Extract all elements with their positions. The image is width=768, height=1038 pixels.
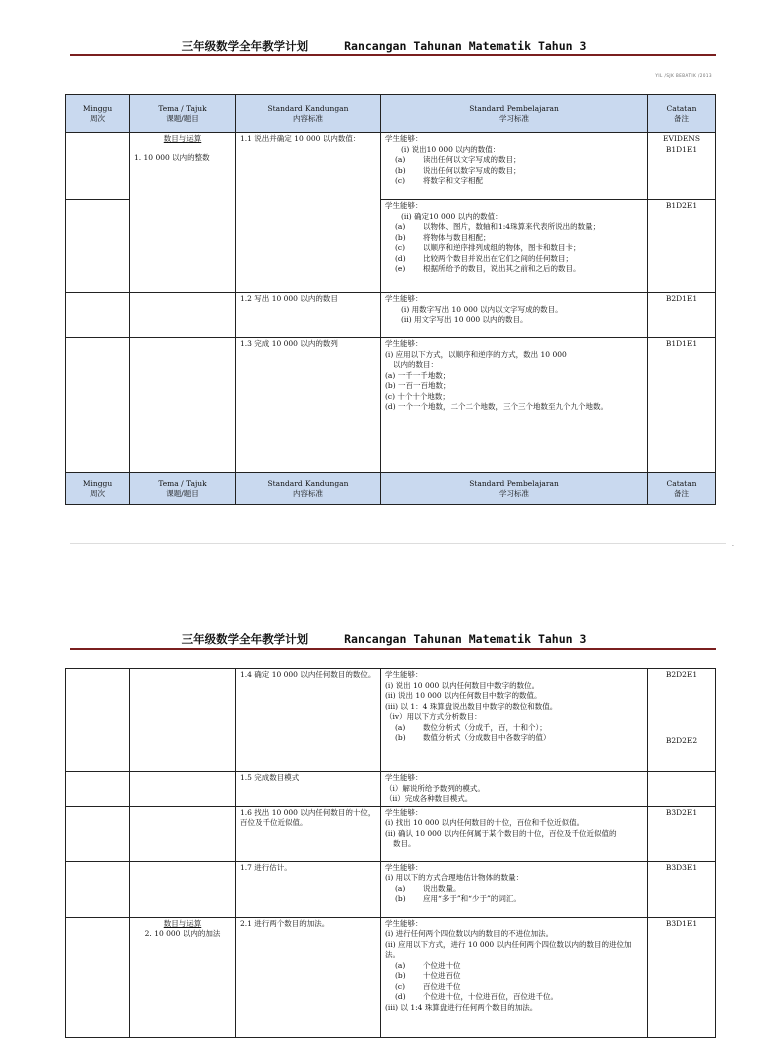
- notes-cell: B2D1E1: [648, 293, 716, 338]
- notes-cell: B3D2E1: [648, 806, 716, 861]
- sub-item: (b) 将物体与数目相配；: [395, 232, 491, 242]
- notes-cell: [648, 669, 716, 772]
- title-rule: [70, 648, 716, 650]
- week-cell: [66, 200, 130, 293]
- page-title: [0, 631, 768, 647]
- item-text: (ii) 用文字写出 10 000 以内的数目。: [401, 315, 528, 324]
- table-row: [66, 338, 716, 473]
- header-theme: Tema / Tajuk 课题/题目: [130, 95, 236, 133]
- table-row: [66, 772, 716, 807]
- learning-standard-cell: [381, 338, 648, 473]
- page-title: [0, 38, 768, 54]
- learning-standard-cell: [381, 133, 648, 200]
- sub-item: (a) 读出任何以文字写成的数目；: [395, 155, 521, 164]
- learning-standard-cell: [381, 772, 648, 807]
- intro-text: 学生能够：: [385, 201, 423, 210]
- intro-text: 学生能够：: [385, 134, 423, 143]
- sub-item: (a) 以物体、图片，数轴和1:4珠算来代表所说出的数量；: [395, 222, 601, 231]
- theme-cell: [130, 669, 236, 772]
- page-dot: ·: [732, 543, 734, 550]
- learning-standard-cell: [381, 669, 648, 772]
- item-text: (iii) 以 1:4 珠算盘进行任何两个数目的加法。: [385, 1002, 538, 1012]
- sub-item: (a) 数位分析式（分成千，百，十和个）；: [395, 722, 547, 732]
- item-text: (i) 应用以下方式，以顺序和逆序的方式，数出 10 000: [385, 349, 567, 359]
- week-cell: [66, 861, 130, 917]
- item-text: (i) 用数字写出 10 000 以内以文字写成的数目。: [401, 304, 563, 314]
- sub-item: (e) 根据所给予的数目，说出其之前和之后的数目。: [395, 264, 581, 273]
- document-code: YIL /SJK BEBATIK /2013: [655, 73, 712, 78]
- table-row: [66, 917, 716, 1037]
- content-standard-cell: 1.3 完成 10 000 以内的数列: [236, 338, 381, 473]
- notes-cell: [648, 772, 716, 807]
- content-standard-cell: 1.2 写出 10 000 以内的数目: [236, 293, 381, 338]
- table-row: [66, 806, 716, 861]
- content-standard-cell: 1.7 进行估计。: [236, 861, 381, 917]
- table-row: [66, 669, 716, 772]
- sub-item: (b) 一百一百地数；: [385, 381, 451, 390]
- header-learning-standard: Standard Pembelajaran 学习标准: [381, 473, 648, 505]
- notes-cell: B3D3E1: [648, 861, 716, 917]
- sub-item: (b) 十位进百位: [395, 971, 461, 980]
- note-code: EVIDENS: [662, 134, 701, 143]
- intro-text: 学生能够：: [385, 773, 423, 782]
- table-row: [66, 133, 716, 200]
- header-theme: Tema / Tajuk 课题/题目: [130, 473, 236, 505]
- sub-item: (d) 一个一个地数，二个二个地数，三个三个地数至九个九个地数。: [385, 402, 609, 411]
- learning-standard-cell: [381, 293, 648, 338]
- week-cell: [66, 338, 130, 473]
- header-content-standard: Standard Kandungan 内容标准: [236, 473, 381, 505]
- header-notes: Catatan 备注: [648, 95, 716, 133]
- header-week: Minggu 周次: [66, 473, 130, 505]
- sub-item: (d) 比较两个数目并说出在它们之间的任何数目；: [395, 253, 573, 263]
- sub-item: (b) 应用“多于”和“少于”的词汇。: [395, 894, 521, 903]
- sub-item: (d) 个位进十位，十位进百位，百位进千位。: [395, 992, 558, 1001]
- item-text: (ii) 确认 10 000 以内任何属于某个数目的十位，百位及千位近似值的: [385, 828, 617, 838]
- learning-standard-cell: [381, 917, 648, 1037]
- sub-item: (c) 以顺序和逆序排列成组的物体，图卡和数目卡；: [395, 243, 581, 252]
- item-text: (i) 找出 10 000 以内任何数目的十位，百位和千位近似值。: [385, 818, 585, 827]
- notes-cell: B3D1E1: [648, 917, 716, 1037]
- item-text: (i) 用以下的方式合理地估计物体的数量：: [385, 873, 524, 882]
- theme-topic: 1. 10 000 以内的整数: [134, 152, 210, 162]
- note-code: B2D2E1: [665, 670, 698, 679]
- week-cell: [66, 669, 130, 772]
- theme-cell: [130, 806, 236, 861]
- note-code: B1D1E1: [665, 144, 698, 154]
- header-notes: Catatan 备注: [648, 473, 716, 505]
- week-cell: [66, 293, 130, 338]
- footer-header-row: [66, 473, 716, 505]
- sub-item: (c) 百位进千位: [395, 981, 461, 991]
- sub-item: (a) 说出数量。: [395, 883, 461, 893]
- notes-cell: [648, 133, 716, 200]
- title-chinese: 三年级数学全年教学计划: [181, 39, 309, 53]
- intro-text: 学生能够：: [385, 294, 423, 303]
- item-text: (ii) 说出 10 000 以内任何数目中数字的数值。: [385, 691, 542, 700]
- item-text: (i) 说出 10 000 以内任何数目中数字的数位。: [385, 680, 540, 690]
- plan-table-page1: [65, 94, 716, 505]
- sub-item: (c) 十个十个地数；: [385, 391, 450, 401]
- header-week: Minggu 周次: [66, 95, 130, 133]
- theme-cell: [130, 917, 236, 1037]
- notes-cell: B1D2E1: [648, 200, 716, 293]
- content-standard-cell: 2.1 进行两个数目的加法。: [236, 917, 381, 1037]
- title-malay: Rancangan Tahunan Matematik Tahun 3: [344, 39, 587, 53]
- theme-topic: 2. 10 000 以内的加法: [144, 929, 221, 938]
- theme-title: 数目与运算: [163, 134, 202, 143]
- theme-cell: [130, 293, 236, 338]
- theme-cell: [130, 338, 236, 473]
- header-learning-standard: Standard Pembelajaran 学习标准: [381, 95, 648, 133]
- content-standard-cell: 1.5 完成数目模式: [236, 772, 381, 807]
- note-code: B2D2E2: [665, 735, 698, 745]
- intro-text: 学生能够：: [385, 862, 423, 872]
- header-content-standard: Standard Kandungan 内容标准: [236, 95, 381, 133]
- learning-standard-cell: [381, 861, 648, 917]
- notes-cell: B1D1E1: [648, 338, 716, 473]
- intro-text: 学生能够：: [385, 918, 423, 928]
- plan-table-page2: [65, 668, 716, 1038]
- item-text: (ii) 确定10 000 以内的数值：: [401, 211, 503, 221]
- sub-item: (b) 说出任何以数字写成的数目；: [395, 165, 521, 175]
- theme-cell: [130, 861, 236, 917]
- title-malay: Rancangan Tahunan Matematik Tahun 3: [344, 632, 587, 646]
- title-chinese: 三年级数学全年教学计划: [181, 632, 309, 646]
- content-standard-cell: 1.4 确定 10 000 以内任何数目的数位。: [236, 669, 381, 772]
- table-row: [66, 861, 716, 917]
- sub-item: (b) 数值分析式（分成数目中各数字的值）: [395, 733, 551, 742]
- theme-cell: [130, 133, 236, 293]
- item-text: 数目。: [393, 839, 416, 848]
- intro-text: 学生能够：: [385, 339, 423, 348]
- theme-title: 数目与运算: [163, 918, 202, 928]
- learning-standard-cell: [381, 200, 648, 293]
- table-row: [66, 293, 716, 338]
- theme-cell: [130, 772, 236, 807]
- item-text: （ii）完成各种数目模式。: [385, 794, 473, 803]
- week-cell: [66, 133, 130, 200]
- item-text: (i) 说出10 000 以内的数值：: [401, 144, 501, 154]
- page-separator: [70, 543, 726, 544]
- item-text: (ii) 应用以下方式，进行 10 000 以内任何两个四位数以内的数目的进位加法。: [385, 939, 632, 959]
- content-standard-cell: 1.1 说出并确定 10 000 以内数值：: [236, 133, 381, 293]
- intro-text: 学生能够：: [385, 807, 423, 817]
- sub-item: (a) 一千一千地数；: [385, 370, 451, 380]
- header-row: [66, 95, 716, 133]
- sub-item: (c) 将数字和文字相配: [395, 176, 483, 185]
- title-rule: [70, 54, 716, 56]
- item-text: (iii) 以 1：4 珠算盘说出数目中数字的数位和数值。: [385, 701, 558, 711]
- item-text: （iv）用以下方式分析数目：: [385, 712, 482, 721]
- learning-standard-cell: [381, 806, 648, 861]
- week-cell: [66, 917, 130, 1037]
- item-text: 以内的数目：: [393, 360, 438, 369]
- week-cell: [66, 772, 130, 807]
- item-text: (i) 进行任何两个四位数以内的数目的不进位加法。: [385, 929, 554, 938]
- sub-item: (a) 个位进十位: [395, 960, 461, 970]
- intro-text: 学生能够：: [385, 670, 423, 679]
- item-text: （i）解说所给予数列的模式。: [385, 783, 485, 793]
- week-cell: [66, 806, 130, 861]
- content-standard-cell: 1.6 找出 10 000 以内任何数目的十位，百位及千位近似值。: [236, 806, 381, 861]
